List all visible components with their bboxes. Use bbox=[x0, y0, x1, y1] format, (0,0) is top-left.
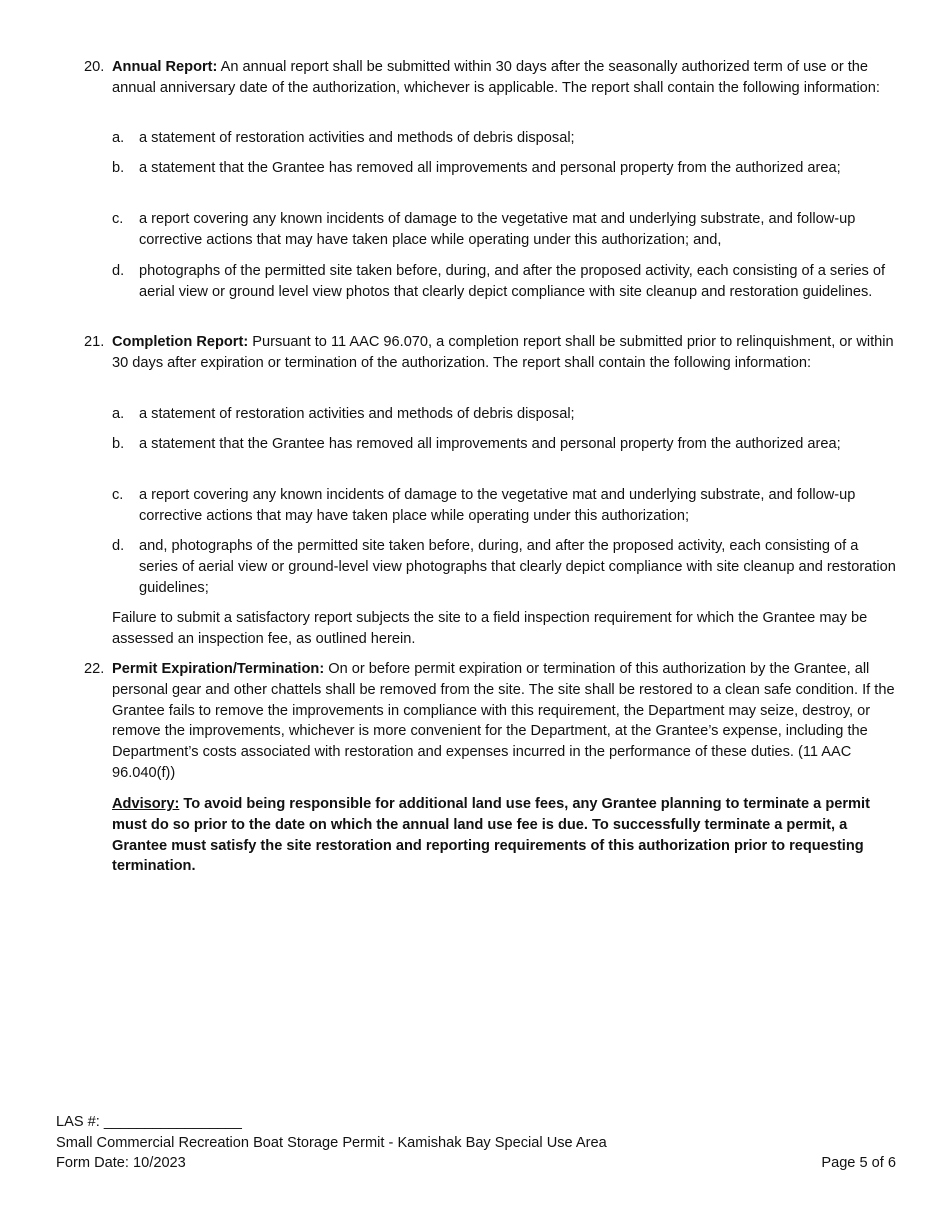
item-title: Permit Expiration/Termination: bbox=[112, 661, 325, 677]
item-number: 22. bbox=[84, 661, 105, 677]
list-item bbox=[112, 261, 896, 303]
list-text: and, photographs of the permitted site taken before, during, and after the proposed activity, each consisting of a series of aerial view or ground-level view photographs that clearly depict compliance with site cleanup and restoration guidelines; bbox=[139, 538, 896, 596]
advisory-label: Advisory: bbox=[112, 796, 180, 812]
footer-las-number: LAS #: _________________ bbox=[56, 1114, 242, 1130]
list-text: a statement of restoration activities and methods of debris disposal; bbox=[139, 406, 575, 422]
footer-bottom-line bbox=[56, 1153, 896, 1174]
item-body bbox=[112, 659, 896, 784]
list-letter: d. bbox=[112, 263, 125, 279]
item-body bbox=[112, 332, 896, 374]
item-annual-report bbox=[84, 57, 896, 99]
item-title: Annual Report: bbox=[112, 59, 218, 75]
list-text: a statement that the Grantee has removed all improvements and personal property from the authorized area; bbox=[139, 436, 841, 452]
advisory-paragraph bbox=[112, 794, 896, 877]
closing-paragraph: Failure to submit a satisfactory report subjects the site to a field inspection requirement for which the Grantee may be assessed an inspection fee, as outlined herein. bbox=[112, 610, 868, 647]
item-title: Completion Report: bbox=[112, 334, 249, 350]
list-text: photographs of the permitted site taken before, during, and after the proposed activity, each consisting of a series of aerial view or ground level view photos that clearly depict compliance with site cleanup and restoration guidelines. bbox=[139, 263, 886, 300]
list-item bbox=[112, 434, 896, 455]
item-text: An annual report shall be submitted within 30 days after the seasonally authorized term of use or the annual anniversary date of the authorization, whichever is applicable. The report shall contain the following information: bbox=[112, 59, 880, 96]
item-number: 21. bbox=[84, 334, 105, 350]
item-body bbox=[112, 57, 896, 99]
list-letter: d. bbox=[112, 538, 125, 554]
list-letter: b. bbox=[112, 160, 125, 176]
footer-form-date: Form Date: 10/2023 bbox=[56, 1155, 186, 1171]
list-item bbox=[112, 209, 896, 251]
item-number: 20. bbox=[84, 59, 105, 75]
list-item bbox=[112, 158, 896, 179]
list-letter: a. bbox=[112, 130, 125, 146]
item-completion-report bbox=[84, 332, 896, 374]
list-letter: c. bbox=[112, 487, 124, 503]
item-text: On or before permit expiration or termination of this authorization by the Grantee, all personal gear and other chattels shall be removed from the site. The site shall be restored to a clean safe condition. If the Grantee fails to remove the improvements in compliance with this requirement, the Department may seize, destroy, or remove the improvements, whichever is more convenient for the Department, at the Grantee’s expense, including the Department’s costs associated with restoration and expenses incurred in the performance of these duties. (11 AAC 96.040(f)) bbox=[112, 661, 895, 781]
list-item bbox=[112, 536, 896, 598]
advisory-text: To avoid being responsible for additional land use fees, any Grantee planning to terminate a permit must do so prior to the date on which the annual land use fee is due. To successfully terminate a permit, a Grantee must satisfy the site restoration and reporting requirements of this authorization prior to requesting termination. bbox=[112, 796, 870, 875]
footer-form-title: Small Commercial Recreation Boat Storage Permit - Kamishak Bay Special Use Area bbox=[56, 1135, 607, 1151]
footer-page-number: Page 5 of 6 bbox=[821, 1155, 896, 1171]
list-text: a report covering any known incidents of damage to the vegetative mat and underlying substrate, and follow-up corrective actions that may have taken place while operating under this authorization; bbox=[139, 487, 856, 524]
list-letter: c. bbox=[112, 211, 124, 227]
list-item bbox=[112, 404, 896, 425]
list-letter: a. bbox=[112, 406, 125, 422]
list-item bbox=[112, 128, 896, 149]
list-letter: b. bbox=[112, 436, 125, 452]
item-text: Pursuant to 11 AAC 96.070, a completion report shall be submitted prior to relinquishment, or within 30 days after expiration or termination of the authorization. The report shall contain the following information: bbox=[112, 334, 894, 371]
list-text: a statement of restoration activities and methods of debris disposal; bbox=[139, 130, 575, 146]
item-permit-expiration bbox=[84, 659, 896, 784]
list-text: a statement that the Grantee has removed all improvements and personal property from the authorized area; bbox=[139, 160, 841, 176]
list-item bbox=[112, 485, 896, 527]
list-text: a report covering any known incidents of damage to the vegetative mat and underlying substrate, and follow-up corrective actions that may have taken place while operating under this authorization; and, bbox=[139, 211, 856, 248]
